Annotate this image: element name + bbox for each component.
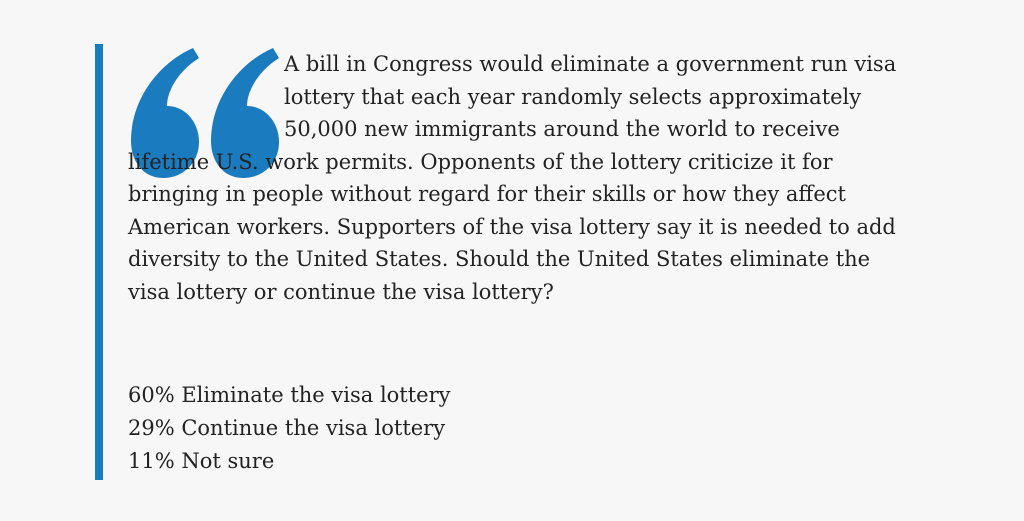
poll-results-list [128, 379, 451, 478]
quote-mark-spacer [128, 48, 284, 145]
poll-question: A bill in Congress would eliminate a government run visa lottery that each year randomly selects approximately 50,000 new immigrants around the world to receive lifetime U.S. work permits. Opponents of the lottery criticize it for bringing in people without regard for their skills or how they affect American workers. Supporters of the visa lottery say it is needed to add diversity to the United States. Should the United States eliminate the visa lottery or continue the visa lottery? [128, 52, 897, 304]
poll-result-not-sure: 11% Not sure [128, 449, 275, 473]
poll-result-eliminate: 60% Eliminate the visa lottery [128, 383, 451, 407]
poll-result-continue: 29% Continue the visa lottery [128, 416, 446, 440]
poll-question-text [128, 48, 908, 308]
quote-accent-bar [95, 44, 103, 480]
poll-blockquote [95, 44, 895, 480]
